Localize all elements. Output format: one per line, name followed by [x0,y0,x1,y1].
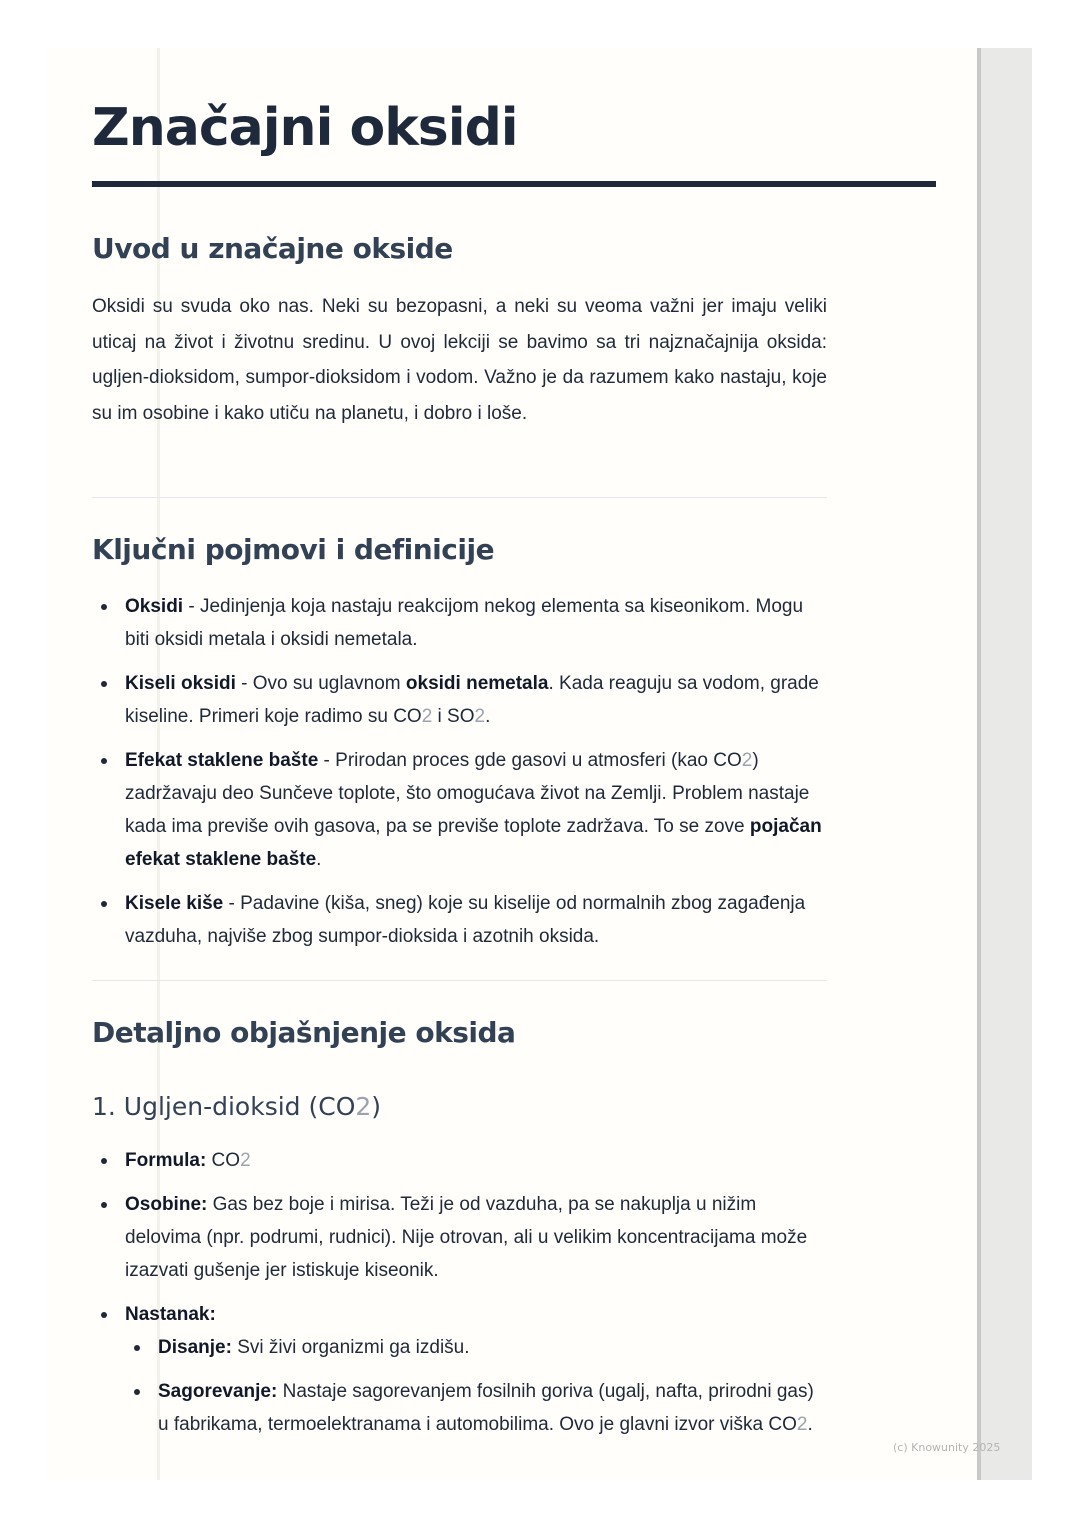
list-item [125,1331,827,1364]
title-underline [92,181,936,187]
origin-item-text-end: . [807,1414,813,1435]
subscript: 2 [741,750,753,771]
subscript: 2 [421,706,433,727]
term-label: Oksidi [125,596,184,617]
terms-list [92,590,827,953]
props-label: Osobine: [125,1194,208,1215]
formula-value: CO [206,1150,241,1171]
list-item [92,887,827,953]
term-label: Kiseli oksidi [125,673,236,694]
list-item [92,744,827,876]
origin-item-label: Sagorevanje: [158,1381,278,1402]
subscript: 2 [474,706,486,727]
right-gutter [977,48,1032,1480]
terms-heading: Ključni pojmovi i definicije [92,533,495,566]
props-text: Gas bez boje i mirisa. Teži je od vazduha, pa se nakuplja u nižim delovima (npr. podrumi, rudnici). Nije otrovan, ali u velikim koncentracijama može izazvati gušenje jer istiskuje kiseonik. [125,1194,808,1281]
list-item [92,1298,827,1441]
intro-paragraph: Oksidi su svuda oko nas. Neki su bezopasni, a neki su veoma važni jer imaju veliki uticaj na život i životnu sredinu. U ovoj lekciji se bavimo sa tri najznačajnija oksida: ugljen-dioksidom, sumpor-dioksidom i vodom. Važno je da razumem kako nastaju, koje su im osobine i kako utiču na planetu, i dobro i loše. [92,296,827,424]
list-item [125,1375,827,1441]
list-item [92,1144,827,1177]
co2-list [92,1144,827,1441]
term-label: Efekat staklene bašte [125,750,319,771]
term-text: - Jedinjenja koja nastaju reakcijom nekog elementa sa kiseonikom. Mogu biti oksidi metala i oksidi nemetala. [125,596,804,650]
origin-sublist [125,1331,827,1441]
subscript: 2 [796,1414,808,1435]
divider [92,980,827,981]
term-text: - Ovo su uglavnom [235,673,406,694]
origin-item-label: Disanje: [158,1337,232,1358]
term-text: . [485,706,491,727]
term-text: - Prirodan proces gde gasovi u atmosferi (kao CO [318,750,742,771]
list-item [92,667,827,733]
term-bold: pojačan efekat staklene bašte [125,816,822,870]
subscript: 2 [355,1092,372,1121]
origin-item-text: Nastaje sagorevanjem fosilnih goriva (ugalj, nafta, prirodni gas) u fabrikama, termoelektranama i automobilima. Ovo je glavni izvor viška CO [158,1381,814,1435]
term-text: - Padavine (kiša, sneg) koje su kiselije od normalnih zbog zagađenja vazduha, najviše zbog sumpor-dioksida i azotnih oksida. [125,893,806,947]
co2-heading-end: ) [371,1092,382,1121]
term-text: . Kada reaguju sa vodom, grade kiseline. Primeri koje radimo su CO [125,673,819,727]
detail-heading: Detaljno objašnjenje oksida [92,1016,516,1049]
subscript: 2 [240,1150,251,1171]
formula-label: Formula: [125,1150,207,1171]
term-text: . [316,849,322,870]
term-bold: oksidi nemetala [405,673,549,694]
divider [92,497,827,498]
list-item [92,590,827,656]
page-title: Značajni oksidi [92,98,518,158]
origin-item-text: Svi živi organizmi ga izdišu. [231,1337,470,1358]
list-item [92,1188,827,1287]
co2-heading-text: 1. Ugljen-dioksid (CO [92,1092,356,1121]
term-text: i SO [432,706,475,727]
co2-heading [92,1092,381,1121]
term-text: ) zadržavaju deo Sunčeve toplote, što omogućava život na Zemlji. Problem nastaje kada ima previše ovih gasova, pa se previše toplote zadržava. To se zove [125,750,810,837]
origin-label: Nastanak: [125,1304,216,1325]
term-label: Kisele kiše [125,893,224,914]
intro-heading: Uvod u značajne okside [92,232,453,265]
footer-copyright: (c) Knowunity 2025 [893,1441,1001,1454]
